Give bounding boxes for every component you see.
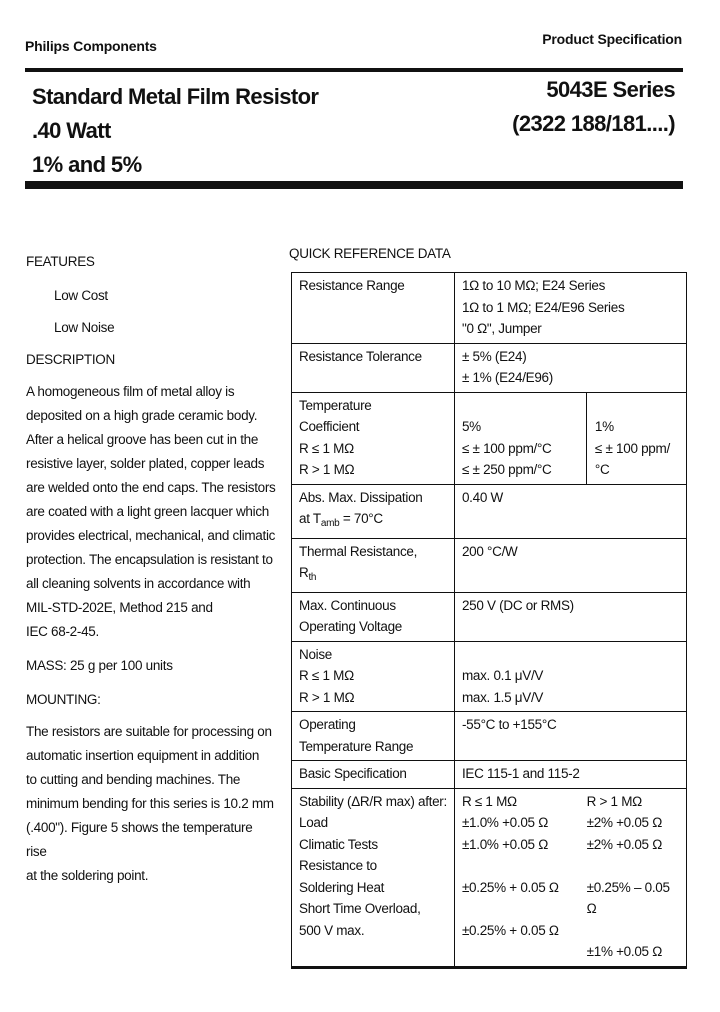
param-line: Short Time Overload, <box>299 901 421 916</box>
mounting-line: minimum bending for this series is 10.2 mm <box>26 796 274 811</box>
value-cell: 250 V (DC or RMS) <box>454 592 686 641</box>
value-cell <box>454 392 686 484</box>
description-heading: DESCRIPTION <box>26 352 115 367</box>
stability-split <box>462 791 679 963</box>
mounting-line: The resistors are suitable for processing on <box>26 724 272 739</box>
param-line: Operating <box>299 717 356 732</box>
param-cell: Resistance Range <box>292 273 455 344</box>
value-line: 1Ω to 10 MΩ; E24 Series <box>461 278 606 293</box>
value-line: ±0.25% + 0.05 Ω <box>461 922 559 938</box>
value-line: ±2% +0.05 Ω <box>586 836 662 852</box>
title-divider <box>25 181 683 189</box>
description-line: After a helical groove has been cut in the <box>26 432 259 447</box>
param-line: Thermal Resistance, <box>299 543 418 559</box>
title-line: Standard Metal Film Resistor <box>32 84 319 109</box>
mounting-line: (.400"). Figure 5 shows the temperature rise <box>26 820 253 859</box>
stability-col-high <box>587 791 679 963</box>
value-cell: 0.40 W <box>454 484 686 538</box>
param-line: Temperature <box>299 397 372 413</box>
tc-col-5pct <box>462 395 586 481</box>
param-line: R ≤ 1 MΩ <box>299 668 354 683</box>
param-line: Climatic Tests <box>299 836 378 852</box>
param-cell <box>292 788 455 967</box>
table-row <box>292 761 687 789</box>
value-line: ±1.0% +0.05 Ω <box>461 836 548 852</box>
value-line: ±0.25% + 0.05 Ω <box>461 879 559 895</box>
param-cell <box>292 392 455 484</box>
table-row <box>292 343 687 392</box>
value-line: ± 1% (E24/E96) <box>461 370 553 385</box>
param-line: Coefficient <box>299 419 360 434</box>
value-line: ≤ ± 100 ppm/°C <box>461 440 552 456</box>
mounting-text <box>26 720 276 888</box>
value-line: ±2% +0.05 Ω <box>586 815 662 830</box>
description-text <box>26 380 276 644</box>
mass-text: MASS: 25 g per 100 units <box>26 658 173 673</box>
param-line: Operating Voltage <box>299 619 402 634</box>
value-line: 1Ω to 1 MΩ; E24/E96 Series <box>461 299 625 315</box>
param-cell <box>292 641 455 712</box>
description-line: protection. The encapsulation is resistant to <box>26 552 273 567</box>
param-line: Noise <box>299 646 333 662</box>
series-title <box>512 73 675 141</box>
company-name: Philips Components <box>25 38 157 54</box>
param-line: 500 V max. <box>299 922 365 938</box>
product-title <box>32 80 318 182</box>
series-line: (2322 188/181....) <box>512 111 675 136</box>
param-cell: Basic Specification <box>292 761 455 789</box>
title-line: 1% and 5% <box>32 152 142 177</box>
param-line: at $T_{amb} = 70^\circ C$ <box>299 511 383 529</box>
value-line: ±1% +0.05 Ω <box>586 944 662 959</box>
param-cell: Resistance Tolerance <box>292 343 455 392</box>
stability-col-low <box>462 791 587 963</box>
qrd-title: QUICK REFERENCE DATA <box>289 246 451 261</box>
value-cell <box>454 343 686 392</box>
value-line: 1% <box>594 419 614 434</box>
value-line: R > 1 MΩ <box>586 793 642 809</box>
series-line: 5043E Series <box>546 77 675 102</box>
param-line: R > 1 MΩ <box>299 462 355 477</box>
description-line: IEC 68-2-45. <box>26 624 99 639</box>
param-line: Max. Continuous <box>299 597 396 613</box>
mounting-line: automatic insertion equipment in addition <box>26 748 260 763</box>
left-column <box>26 250 276 888</box>
value-line: ± 5% (E24) <box>461 348 527 364</box>
header-divider <box>25 68 683 72</box>
value-line: ±0.25% – 0.05 Ω <box>586 879 670 916</box>
tc-split <box>462 395 679 481</box>
description-line: are coated with a light green lacquer which <box>26 504 270 519</box>
mounting-heading: MOUNTING: <box>26 692 101 707</box>
param-line: Temperature Range <box>299 738 414 754</box>
param-cell <box>292 712 455 761</box>
table-row <box>292 392 687 484</box>
value-line: 5% <box>461 419 481 434</box>
value-cell: -55°C to +155°C <box>454 712 686 761</box>
description-line: A homogeneous film of metal alloy is <box>26 384 235 399</box>
mounting-line: to cutting and bending machines. The <box>26 772 241 787</box>
feature-item: Low Cost <box>54 288 108 303</box>
value-line: max. 1.5 μV/V <box>461 689 544 705</box>
value-line: max. 0.1 μV/V <box>461 668 544 683</box>
description-line: resistive layer, solder plated, copper leads <box>26 456 265 471</box>
value-line: "0 Ω", Jumper <box>461 321 542 336</box>
value-line: ±1.0% +0.05 Ω <box>461 815 548 830</box>
feature-item: Low Noise <box>54 320 115 335</box>
table-row <box>292 273 687 344</box>
features-heading: FEATURES <box>26 254 95 269</box>
title-line: .40 Watt <box>32 118 111 143</box>
description-line: MIL-STD-202E, Method 215 and <box>26 600 213 615</box>
value-cell <box>454 273 686 344</box>
document-type: Product Specification <box>542 31 682 47</box>
table-row <box>292 788 687 967</box>
param-line: R > 1 MΩ <box>299 689 355 705</box>
description-line: provides electrical, mechanical, and climatic <box>26 528 276 543</box>
value-cell: IEC 115-1 and 115-2 <box>454 761 686 789</box>
value-cell: 200 °C/W <box>454 538 686 592</box>
value-line: ≤ ± 100 ppm/°C <box>594 440 670 477</box>
param-line: $R_{th}$ <box>299 565 317 583</box>
param-line: R ≤ 1 MΩ <box>299 440 354 456</box>
table-row <box>292 712 687 761</box>
param-cell <box>292 538 455 592</box>
value-cell <box>454 641 686 712</box>
table-row <box>292 592 687 641</box>
value-cell <box>454 788 686 967</box>
param-line: Resistance to <box>299 858 377 873</box>
table-row <box>292 484 687 538</box>
value-line: ≤ ± 250 ppm/°C <box>461 462 552 477</box>
description-line: are welded onto the end caps. The resistors <box>26 480 276 495</box>
tc-col-1pct <box>586 393 679 484</box>
param-line: Abs. Max. Dissipation <box>299 489 423 505</box>
table-row <box>292 641 687 712</box>
param-line: Stability (ΔR/R max) after: <box>299 793 447 809</box>
table-row <box>292 538 687 592</box>
param-line: Soldering Heat <box>299 879 385 895</box>
description-line: deposited on a high grade ceramic body. <box>26 408 258 423</box>
value-line: R ≤ 1 MΩ <box>461 793 517 809</box>
param-cell <box>292 592 455 641</box>
quick-reference-table <box>291 272 687 969</box>
mounting-line: at the soldering point. <box>26 868 149 883</box>
param-line: Load <box>299 815 328 830</box>
param-cell <box>292 484 455 538</box>
description-line: all cleaning solvents in accordance with <box>26 576 251 591</box>
